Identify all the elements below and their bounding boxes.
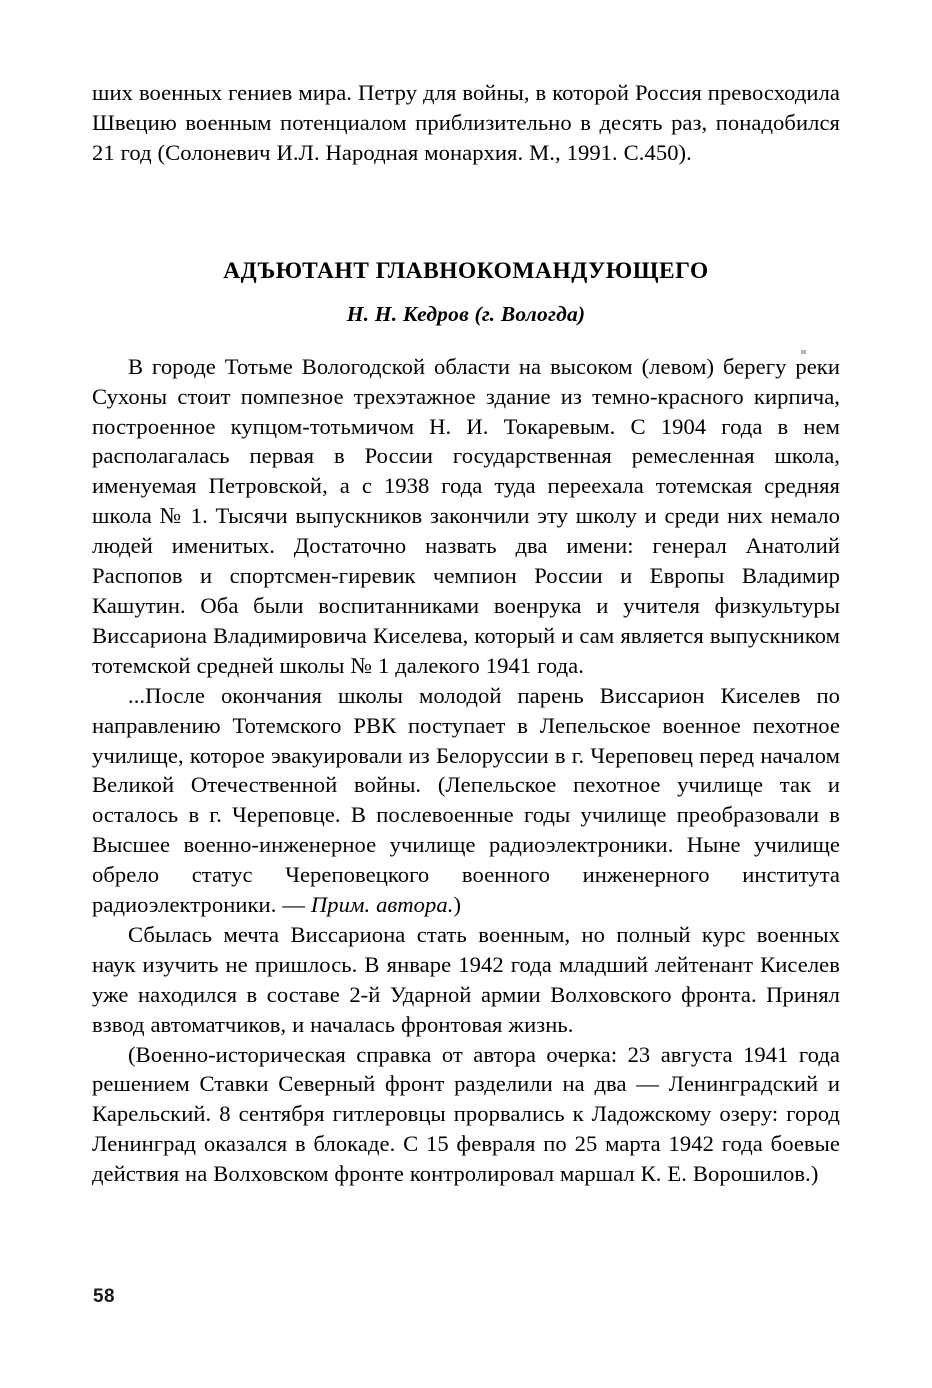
continued-paragraph: ших военных гениев мира. Петру для войны, в которой Россия превосходила Швецию военным потенциалом приблизительно в десять раз, понадобился 21 год (Солоневич И.Л. Народная монархия. М., 1991. С.450). bbox=[92, 80, 840, 165]
section-spacer bbox=[92, 168, 840, 256]
body-paragraph-4: (Военно-историческая справка от автора очерка: 23 августа 1941 года решением Ставки Северный фронт разделили на два — Ленинградский и Карельский. 8 сентября гитлеровцы прорвались к Ладожскому озеру: город Ленинград оказался в блокаде. С 15 февраля по 25 марта 1942 года боевые действия на Волховском фронте контролировал маршал К. Е. Ворошилов.) bbox=[92, 1041, 840, 1187]
author-spacer bbox=[92, 328, 840, 352]
article-author: Н. Н. Кедров (г. Вологда) bbox=[346, 301, 586, 326]
article-title: АДЪЮТАНТ ГЛАВНОКОМАНДУЮЩЕГО bbox=[223, 257, 709, 284]
page-content bbox=[92, 78, 840, 1189]
author-note-italic: Прим. автора. bbox=[310, 892, 454, 918]
paragraph-2-text-before-note: ...После окончания школы молодой парень Виссарион Киселев по направлению Тотемского РВК поступает в Лепельское военное пехотное училище, которое эвакуировали из Белоруссии в г. Череповец перед началом Великой Отечественной войны. (Лепельское пехотное училище так и осталось в г. Череповце. В послевоенные годы училище преобразовали в Высшее военно-инженерное училище радиоэлектроники. Ныне училище обрело статус Череповецкого военного инженерного института радиоэлектроники. — bbox=[92, 682, 840, 918]
paragraph-2-text-after-note: ) bbox=[453, 892, 462, 918]
body-paragraph-2 bbox=[92, 681, 840, 920]
body-paragraph-3: Сбылась мечта Виссариона стать военным, но полный курс военных наук изучить не пришлось. В январе 1942 года младший лейтенант Киселев уже находился в составе 2-й Ударной армии Волховского фронта. Принял взвод автоматчиков, и началась фронтовая жизнь. bbox=[92, 921, 840, 1037]
body-paragraph-1: В городе Тотьме Вологодской области на высоком (левом) берегу реки Сухоны стоит помпезное трехэтажное здание из темно-красного кирпича, построенное купцом-тотьмичом Н. И. Токаревым. С 1904 года в нем располагалась первая в России государственная ремесленная школа, именуемая Петровской, а с 1938 года туда переехала тотемская средняя школа № 1. Тысячи выпускников закончили эту школу и среди них немало людей именитых. Достаточно назвать два имени: генерал Анатолий Распопов и спортсмен-гиревик чемпион России и Европы Владимир Кашутин. Оба были воспитанниками военрука и учителя физкультуры Виссариона Владимировича Киселева, который и сам является выпускником тотемской средней школы № 1 далекого 1941 года. bbox=[92, 353, 840, 678]
page-number: 58 bbox=[93, 1286, 115, 1307]
